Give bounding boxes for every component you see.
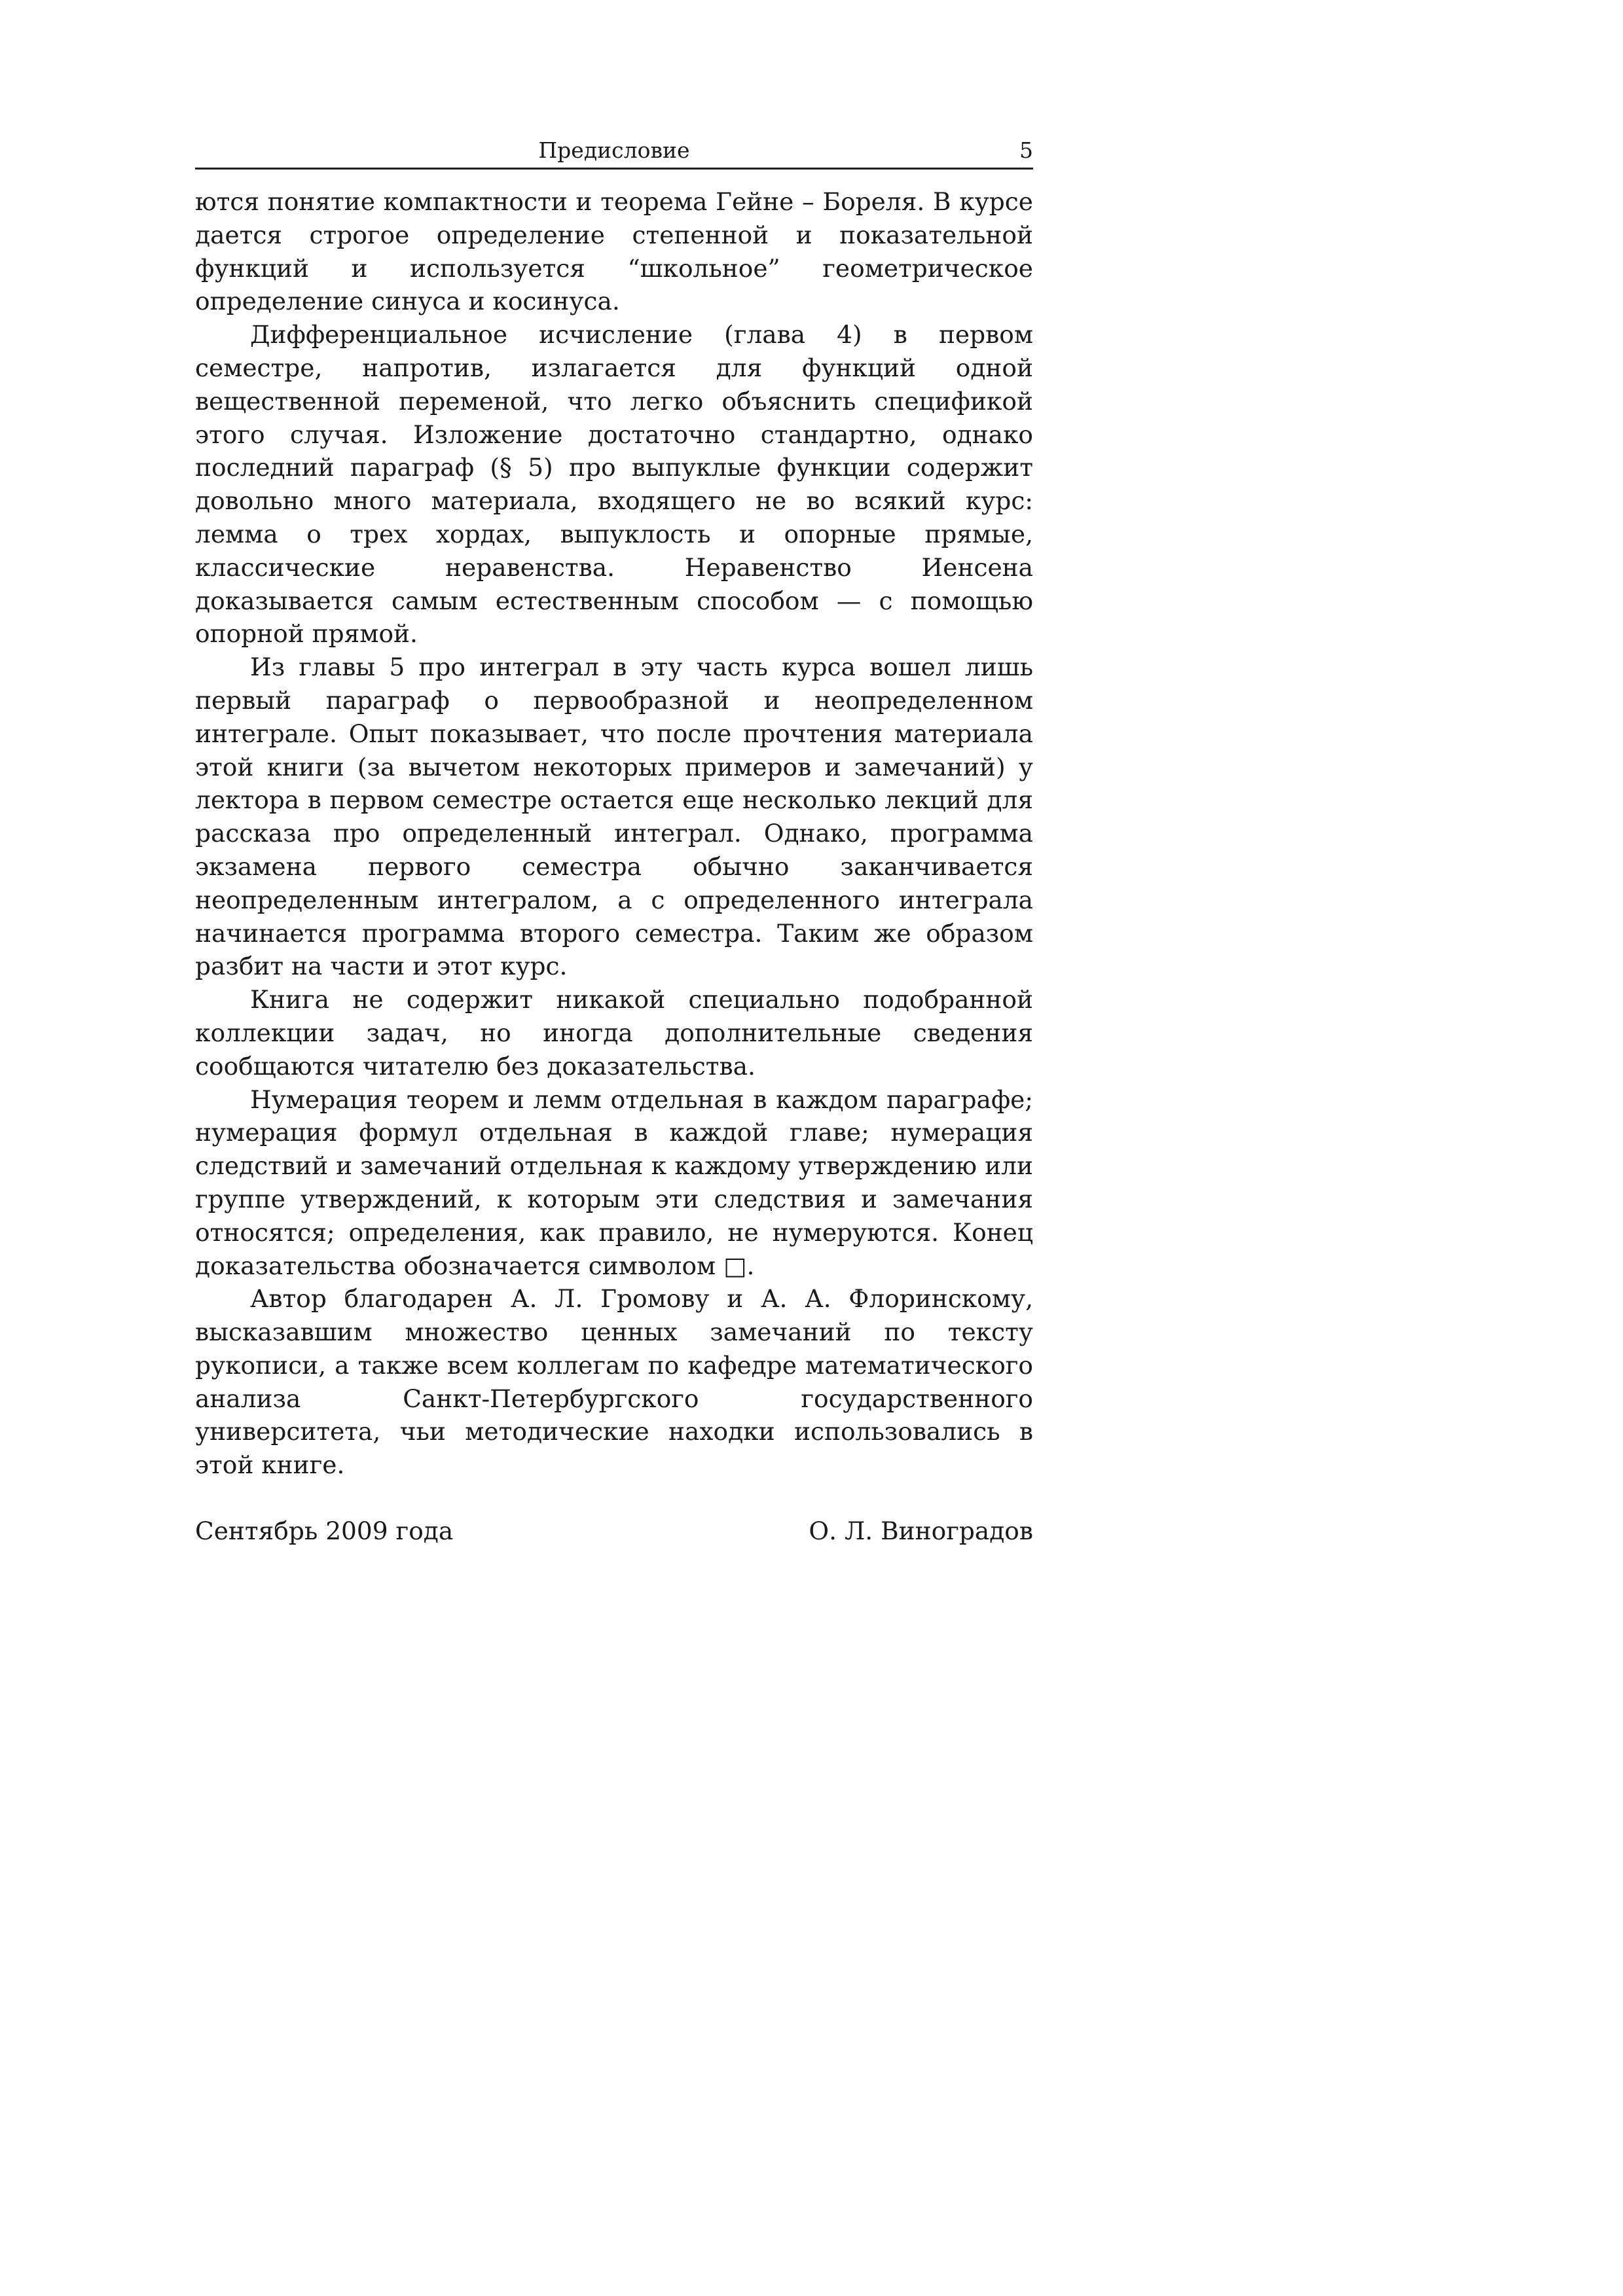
signature-author: О. Л. Виноградов	[809, 1516, 1033, 1546]
paragraph-exercises: Книга не содержит никакой специально подобранной коллекции задач, но иногда дополнительные сведения сообщаются читателю без доказательства.	[195, 985, 1033, 1081]
paragraph-acknowledgements: Автор благодарен А. Л. Громову и А. А. Флоринскому, высказавшим множество ценных замечаний по тексту рукописи, а также всем коллегам по кафедре математического анализа Санкт-Петербургского государственного университета, чьи методические находки использовались в этой книге.	[195, 1284, 1033, 1480]
preface-body	[195, 185, 1033, 1482]
paragraph-numbering: Нумерация теорем и лемм отдельная в каждом параграфе; нумерация формул отдельная в каждой главе; нумерация следствий и замечаний отдельная к каждому утверждению или группе утверждений, к которым эти следствия и замечания относятся; определения, как правило, не нумеруются. Конец доказательства обозначается символом □.	[195, 1085, 1033, 1280]
paragraph-continuation: ются понятие компактности и теорема Гейне – Бореля. В курсе дается строгое определение степенной и показательной функций и используется “школьное” геометрическое определение синуса и косинуса.	[195, 187, 1033, 316]
page-number: 5	[1019, 137, 1033, 163]
signature-date: Сентябрь 2009 года	[195, 1516, 454, 1546]
paragraph-integral: Из главы 5 про интеграл в эту часть курса вошел лишь первый параграф о первообразной и неопределенном интеграле. Опыт показывает, что после прочтения материала этой книги (за вычетом некоторых примеров и замечаний) у лектора в первом семестре остается еще несколько лекций для рассказа про определенный интеграл. Однако, программа экзамена первого семестра обычно заканчивается неопределенным интегралом, а с определенного интеграла начинается программа второго семестра. Таким же образом разбит на части и этот курс.	[195, 653, 1033, 981]
running-head	[195, 131, 1033, 170]
running-head-title: Предисловие	[538, 137, 690, 163]
book-page	[195, 131, 1033, 1548]
signature-line	[195, 1515, 1033, 1548]
paragraph-differential-calculus: Дифференциальное исчисление (глава 4) в первом семестре, напротив, излагается для функций одной вещественной переменой, что легко объяснить спецификой этого случая. Изложение достаточно стандартно, однако последний параграф (§ 5) про выпуклые функции содержит довольно много материала, входящего не во всякий курс: лемма о трех хордах, выпуклость и опорные прямые, классические неравенства. Неравенство Иенсена доказывается самым естественным способом — с помощью опорной прямой.	[195, 320, 1033, 649]
